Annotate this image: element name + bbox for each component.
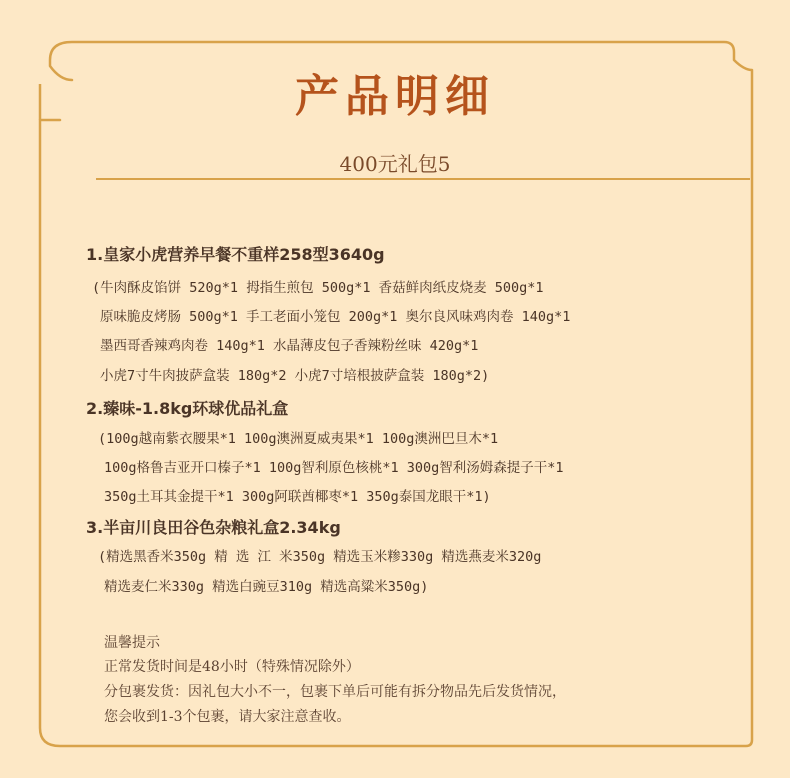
section-3-line: 精选麦仁米330g 精选白豌豆310g 精选高粱米350g) <box>104 579 429 595</box>
tips-line: 您会收到1-3个包裹，请大家注意查收。 <box>104 709 351 725</box>
section-title-3: 3.半亩川良田谷色杂粮礼盒2.34kg <box>86 518 341 537</box>
section-1-line: 原味脆皮烤肠 500g*1 手工老面小笼包 200g*1 奥尔良风味鸡肉卷 140g*1 <box>100 309 571 325</box>
tips-line: 分包裹发货：因礼包大小不一，包裹下单后可能有拆分物品先后发货情况， <box>104 684 566 700</box>
section-title-1: 1.皇家小虎营养早餐不重样258型3640g <box>86 245 385 264</box>
tips-heading: 温馨提示 <box>104 635 160 651</box>
package-subtitle: 400元礼包5 <box>339 152 451 176</box>
section-title-2: 2.臻味-1.8kg环球优品礼盒 <box>86 399 289 418</box>
section-2-line: 350g土耳其金提干*1 300g阿联酋椰枣*1 350g泰国龙眼干*1) <box>104 489 491 505</box>
section-1-line: 小虎7寸牛肉披萨盒装 180g*2 小虎7寸培根披萨盒装 180g*2) <box>100 368 490 384</box>
section-1-line: 墨西哥香辣鸡肉卷 140g*1 水晶薄皮包子香辣粉丝味 420g*1 <box>100 338 479 354</box>
section-2-line: (100g越南紫衣腰果*1 100g澳洲夏威夷果*1 100g澳洲巴旦木*1 <box>98 431 499 447</box>
page-title: 产品明细 <box>295 71 495 122</box>
tips-line: 正常发货时间是48小时（特殊情况除外） <box>104 659 360 675</box>
section-1-line: (牛肉酥皮馅饼 520g*1 拇指生煎包 500g*1 香菇鲜肉纸皮烧麦 500g*1 <box>92 280 544 296</box>
title-divider <box>96 178 750 180</box>
section-3-line: (精选黑香米350g 精 选 江 米350g 精选玉米糁330g 精选燕麦米320g <box>98 549 542 565</box>
section-2-line: 100g格鲁吉亚开口榛子*1 100g智利原色核桃*1 300g智利汤姆森提子干*1 <box>104 460 564 476</box>
